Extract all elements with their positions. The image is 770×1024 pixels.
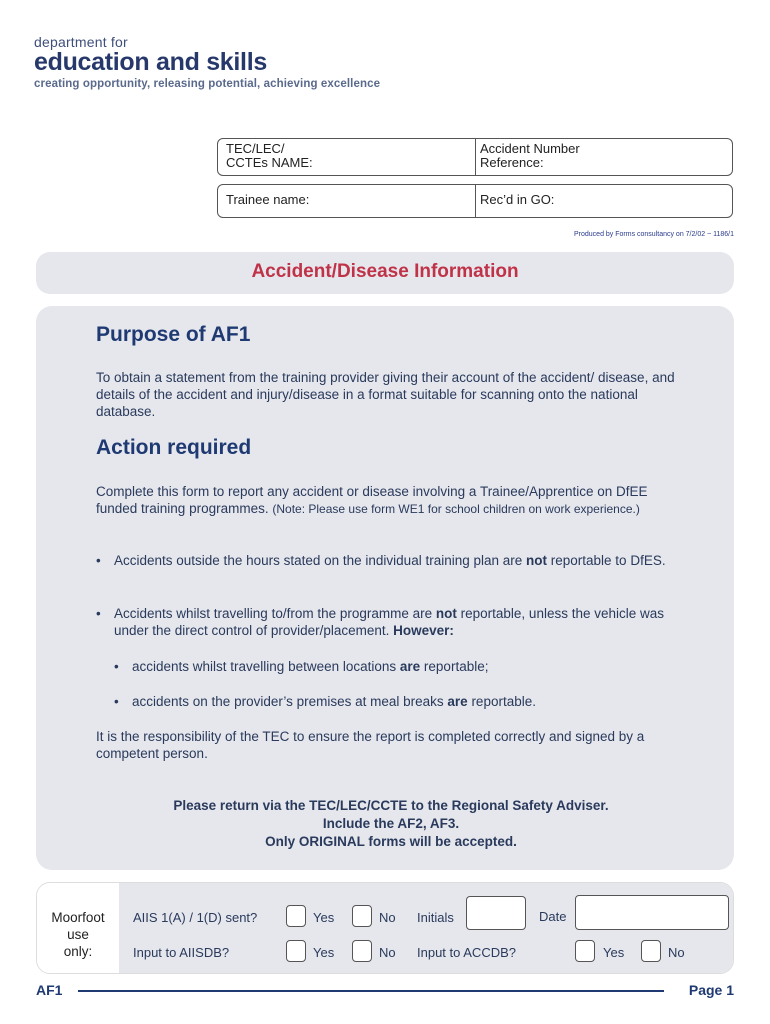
accdb-no-checkbox[interactable] [641,940,661,962]
action-note: (Note: Please use form WE1 for school children on work experience.) [272,502,640,516]
return-line1: Please return via the TEC/LEC/CCTE to the Regional Safety Adviser. [173,798,609,813]
aiisdb-input-label: Input to AIISDB? [133,945,230,960]
sub2-text-b: are [447,694,468,709]
tec-name-field[interactable] [218,139,476,175]
form-code: AF1 [36,982,63,998]
trainee-recd-box [217,184,733,218]
moorfoot-fields [119,883,733,974]
bullet-travelling [96,605,686,639]
aiisdb-no-checkbox[interactable] [352,940,372,962]
accdb-input-label: Input to ACCDB? [417,945,516,960]
sub2-text-a: accidents on the provider’s premises at meal breaks [132,694,448,709]
accdb-yes-checkbox[interactable] [575,940,595,962]
bullet-dot: • [114,659,119,674]
accdb-yes-label: Yes [603,945,625,960]
tec-label-line2: CCTEs NAME: [226,155,313,170]
trainee-name-field[interactable] [218,185,476,217]
moorfoot-label-line2: use [67,927,89,942]
return-line2: Include the AF2, AF3. [322,816,460,831]
moorfoot-use-only-section [36,882,734,974]
sub-bullet-between-locations [114,658,684,675]
date-input[interactable] [575,895,729,930]
sub1-text-c: reportable; [420,659,489,674]
aiisdb-yes-checkbox[interactable] [286,940,306,962]
bullet-dot: • [96,606,101,621]
accident-label-line1: Accident Number [480,141,580,156]
logo-line-education-skills: education and skills [34,48,267,76]
footer-rule [78,990,664,992]
page-number: Page 1 [688,982,734,998]
logo-line-department: department for [34,34,128,50]
bullet-dot: • [114,694,119,709]
return-line3: Only ORIGINAL forms will be accepted. [265,834,517,849]
responsibility-text: It is the responsibility of the TEC to ensure the report is completed correctly and signed by a competent person. [96,729,645,761]
aiisdb-yes-label: Yes [313,945,335,960]
action-intro [96,483,686,518]
bullet2-text-c: reportable, unless the vehicle was under the direct control of provider/placement. [114,606,665,638]
aiis-yes-checkbox[interactable] [286,905,306,927]
produced-by-note: Produced by Forms consultancy on 7/2/02 ~ 1186/1 [574,231,734,238]
tec-label-line1: TEC/LEC/ [226,141,285,156]
bullet2-text-d: However: [393,623,454,638]
bullet-outside-hours [96,552,686,569]
aiis-no-label: No [379,910,396,925]
aiisdb-no-label: No [379,945,396,960]
logo-tagline: creating opportunity, releasing potential, achieving excellence [34,78,381,90]
sub2-text-c: reportable. [467,694,536,709]
purpose-text: To obtain a statement from the training provider giving their account of the accident/ disease, and details of the accident and injury/disease in a format suitable for scanning onto the national database. [96,370,675,419]
date-label: Date [539,909,567,924]
bullet2-text-a: Accidents whilst travelling to/from the programme are [114,606,436,621]
action-intro-text: Complete this form to report any accident or disease involving a Trainee/Apprentice on DfEE funded training programmes. [96,484,648,516]
sub-bullet-meal-breaks [114,693,684,710]
recd-in-go-label: Rec’d in GO: [480,192,555,207]
tec-accident-box [217,138,733,176]
dfes-logo [34,34,380,90]
aiis-no-checkbox[interactable] [352,905,372,927]
accident-label-line2: Reference: [480,155,544,170]
information-panel [36,306,734,870]
sub1-text-b: are [399,659,421,674]
recd-in-go-field[interactable] [476,185,732,217]
bullet-dot: • [96,553,101,568]
moorfoot-label-line1: Moorfoot [51,910,105,925]
moorfoot-label [37,883,119,974]
aiis-sent-label: AIIS 1(A) / 1(D) sent? [133,910,258,925]
sub1-text-a: accidents whilst travelling between locations [132,659,400,674]
accident-number-field[interactable] [476,139,732,175]
accdb-no-label: No [668,945,685,960]
bullet2-text-b: not [435,606,457,621]
trainee-name-label: Trainee name: [226,192,310,207]
purpose-heading: Purpose of AF1 [96,323,251,346]
bullet1-text-c: reportable to DfES. [547,553,666,568]
page-title: Accident/Disease Information [36,252,734,294]
initials-input[interactable] [466,896,526,930]
bullet1-text-a: Accidents outside the hours stated on the individual training plan are [114,553,527,568]
bullet1-text-b: not [526,553,548,568]
action-heading: Action required [96,436,252,459]
return-instructions [96,797,686,851]
initials-label: Initials [417,910,454,925]
moorfoot-label-line3: only: [63,944,93,959]
aiis-yes-label: Yes [313,910,335,925]
